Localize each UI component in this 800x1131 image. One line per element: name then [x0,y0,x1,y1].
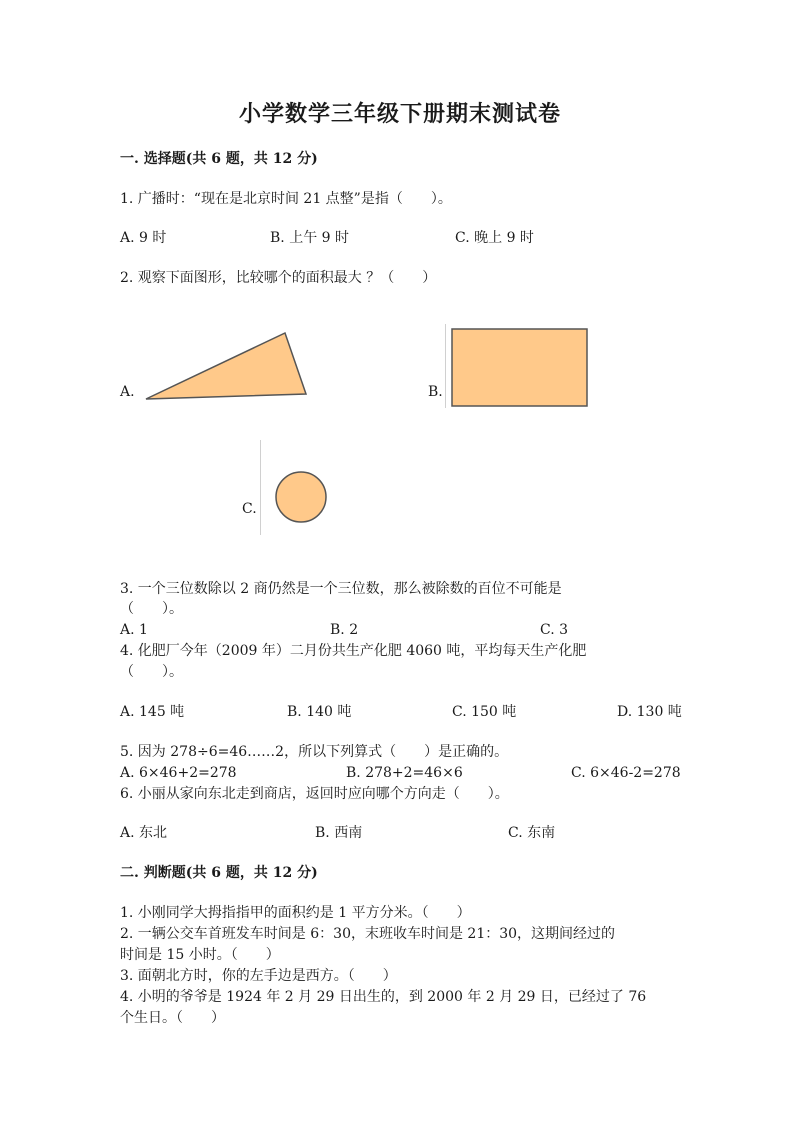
q2-option-a: A. [120,384,135,400]
q5-option-b: B. 278+2=46×6 [346,765,463,781]
q4-option-d: D. 130 吨 [617,704,682,720]
section-heading-judgement: 二. 判断题(共 6 题，共 12 分) [120,865,318,881]
q6-option-b: B. 西南 [315,825,363,841]
section-heading-choice: 一. 选择题(共 6 题，共 12 分) [120,151,318,167]
judgement-4: 4. 小明的爷爷是 1924 年 2 月 29 日出生的，到 2000 年 2 月 29 日，已经过了 76 [120,989,647,1005]
q2-option-b: B. [428,384,443,400]
q1-option-a: A. 9 时 [120,230,167,246]
question-6-stem: 6. 小丽从家向东北走到商店，返回时应向哪个方向走（ ）。 [120,786,509,802]
circle-figure [274,470,330,526]
question-4-stem: 4. 化肥厂今年（2009 年）二月份共生产化肥 4060 吨，平均每天生产化肥 [120,643,587,659]
figure-divider [445,324,446,408]
q1-option-c: C. 晚上 9 时 [455,230,534,246]
question-5-stem: 5. 因为 278÷6=46……2，所以下列算式（ ）是正确的。 [120,744,509,760]
q2-option-c: C. [242,501,257,517]
rectangle-shape [452,329,587,406]
judgement-3: 3. 面朝北方时，你的左手边是西方。（ ） [120,968,397,984]
triangle-shape [146,333,306,399]
q3-option-b: B. 2 [330,622,359,638]
q4-option-c: C. 150 吨 [452,704,517,720]
judgement-2-cont: 时间是 15 小时。（ ） [120,947,280,963]
q4-option-b: B. 140 吨 [287,704,352,720]
question-4-stem-cont: （ ）。 [120,664,183,680]
q5-option-c: C. 6×46-2=278 [571,765,681,781]
judgement-1: 1. 小刚同学大拇指指甲的面积约是 1 平方分米。（ ） [120,905,471,921]
q1-option-b: B. 上午 9 时 [270,230,349,246]
q3-option-a: A. 1 [120,622,148,638]
question-3-stem-cont: （ ）。 [120,601,183,617]
question-2-stem: 2. 观察下面图形，比较哪个的面积最大 ？（ ） [120,270,437,286]
triangle-figure [140,326,315,406]
page-title: 小学数学三年级下册期末测试卷 [238,101,561,127]
rectangle-figure [450,327,590,409]
q4-option-a: A. 145 吨 [120,704,185,720]
judgement-4-cont: 个生日。（ ） [120,1010,225,1026]
judgement-2: 2. 一辆公交车首班发车时间是 6：30，末班收车时间是 21：30，这期间经过的 [120,926,616,942]
circle-shape [276,472,326,522]
q6-option-a: A. 东北 [120,825,168,841]
q3-option-c: C. 3 [540,622,569,638]
question-3-stem: 3. 一个三位数除以 2 商仍然是一个三位数，那么被除数的百位不可能是 [120,581,562,597]
q5-option-a: A. 6×46+2=278 [120,765,237,781]
figure-divider [260,440,261,535]
question-1-stem: 1. 广播时：“现在是北京时间 21 点整”是指（ ）。 [120,191,452,207]
q6-option-c: C. 东南 [508,825,556,841]
